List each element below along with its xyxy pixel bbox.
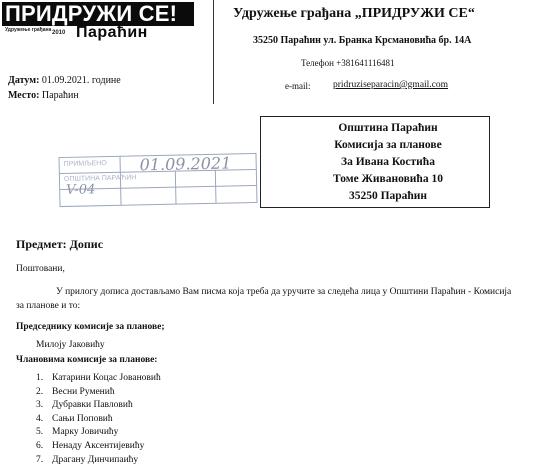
place-label: Место: <box>8 90 40 101</box>
list-number: 4. <box>36 413 44 424</box>
member-name: Драгану Динчипаићу <box>52 454 139 465</box>
recipient-line: 35250 Параћин <box>348 190 428 202</box>
members-heading: Члановима комисије за планове: <box>16 355 158 365</box>
list-item <box>36 387 161 401</box>
members-list <box>36 373 161 468</box>
chair-heading: Председнику комисије за планове; <box>16 322 165 332</box>
email-label: e-mail: <box>285 81 311 91</box>
receipt-stamp <box>58 153 257 207</box>
organization-phone: Телефон +381641116481 <box>301 58 395 68</box>
member-name: Весни Руменић <box>52 386 115 397</box>
place-line <box>8 90 79 101</box>
list-item <box>36 455 161 468</box>
stamp-faint-org: ОПШТИНА ПАРАЋИН <box>63 174 137 183</box>
recipient-line: Томе Живановића 10 <box>333 173 443 185</box>
list-number: 3. <box>36 400 44 411</box>
recipient-address-box <box>260 116 490 208</box>
list-item <box>36 373 161 387</box>
date-label: Датум: <box>8 75 40 86</box>
organization-email-link[interactable]: pridruziseparacin@gmail.com <box>333 80 449 90</box>
logo-banner <box>2 2 194 26</box>
member-name: Сањи Поповић <box>52 413 113 424</box>
list-number: 7. <box>36 454 44 465</box>
logo-town: Параћин <box>76 24 148 41</box>
organization-address: 35250 Параћин ул. Бранка Крсмановића бр. 14А <box>253 35 472 46</box>
logo-year: 2010 <box>52 30 66 36</box>
list-number: 2. <box>36 386 44 397</box>
list-number: 1. <box>36 373 44 383</box>
organization-name: Удружење грађана „ПРИДРУЖИ СЕ“ <box>233 6 475 21</box>
letter-greeting: Поштовани, <box>16 264 65 274</box>
list-item <box>36 441 161 455</box>
recipient-line: За Ивана Костића <box>341 156 435 168</box>
list-item <box>36 427 161 441</box>
list-number: 6. <box>36 440 44 451</box>
letter-paragraph: У прилогу дописа достављамо Вам писма која треба да уручите за следећа лица у Општини Параћин - Комисија за планове и то: <box>16 287 512 311</box>
organization-logo <box>2 2 194 42</box>
date-line <box>8 75 121 86</box>
list-number: 5. <box>36 427 44 438</box>
member-name: Марку Јовичићу <box>52 427 119 438</box>
logo-small-text: Удружење грађана <box>5 27 52 33</box>
header-divider <box>213 0 214 104</box>
list-item <box>36 414 161 428</box>
recipient-line: Комисија за планове <box>334 139 442 151</box>
member-name: Ненаду Аксентијевићу <box>52 440 145 451</box>
stamp-handwritten-number: V-04 <box>66 182 96 198</box>
logo-subline <box>2 26 194 41</box>
recipient-line: Општина Параћин <box>338 122 438 134</box>
member-name: Дубравки Павловић <box>52 400 133 411</box>
chair-name: Милоју Јаковићу <box>36 340 105 350</box>
list-item <box>36 400 161 414</box>
member-name: Катарини Коцас Јовановић <box>52 373 161 383</box>
letter-subject: Предмет: Допис <box>16 237 104 251</box>
stamp-faint-heading: ПРИМЉЕНО <box>63 160 107 168</box>
date-value: 01.09.2021. године <box>41 75 121 86</box>
stamp-handwritten-date: 01.09.2021 <box>139 153 232 175</box>
place-value: Параћин <box>41 90 79 101</box>
logo-main-text: ПРИДРУЖИ СЕ! <box>5 1 178 26</box>
